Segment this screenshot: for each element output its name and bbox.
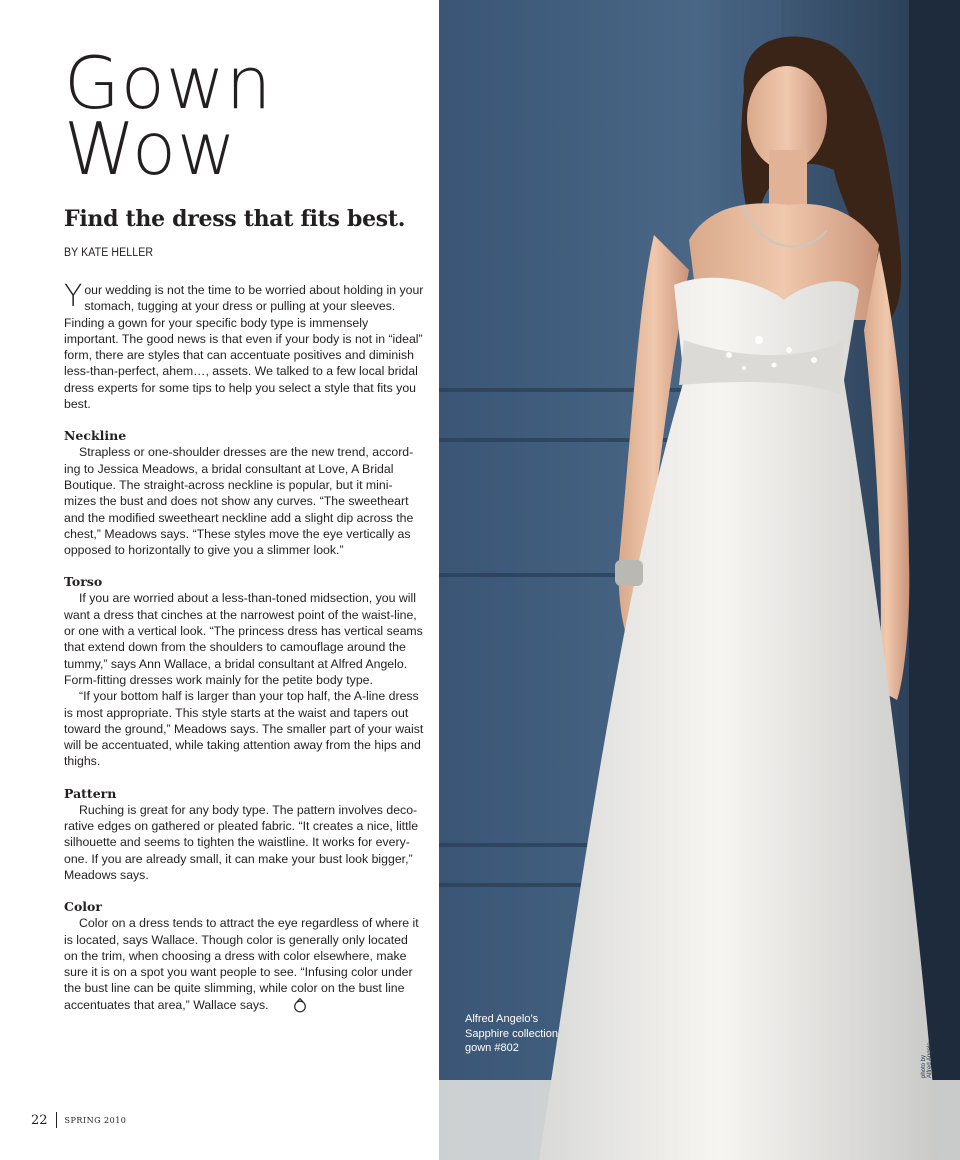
- section-paragraph: [64, 915, 424, 1013]
- page-footer: [31, 1112, 126, 1128]
- section-paragraph: If you are worried about a less-than-toned midsection, you will want a dress that cinches at the narrowest point of the waist-line, or one with a vertical look. “The princess dress has vertical seams that extend down from the shoulders to camouflage around the tummy,” says Ann Wallace, a bridal consultant at Alfred Angelo. Form-fitting dresses work mainly for the petite body type.: [64, 591, 423, 687]
- drop-cap: Y: [64, 279, 83, 314]
- section-paragraph: Strapless or one-shoulder dresses are the new trend, accord-ing to Jessica Meadows, a bridal consultant at Love, A Bridal Boutique. The straight-across neckline is popular, but it mini-mizes the bust and does not show any curves. “The sweetheart and the modified sweetheart neckline add a slight dip across the chest,” Meadows says. “These styles move the eye vertically as opposed to horizontally to give you a slimmer look.”: [64, 445, 414, 558]
- article-body: [64, 279, 424, 1013]
- issue-label: SPRING 2010: [64, 1115, 127, 1125]
- photo-caption: [465, 1012, 575, 1056]
- section-paragraph: Ruching is great for any body type. The pattern involves deco-rative edges on gathered or pleated fabric. “It creates a nice, little silhouette and seems to tighten the waistline. It works for every-one. If you are already small, it can make your bust look bigger,” Meadows says.: [64, 802, 419, 882]
- byline: BY KATE HELLER: [64, 247, 154, 259]
- title-line-1: Gown: [64, 41, 273, 125]
- article-column: [64, 0, 424, 1160]
- intro-paragraph: [64, 279, 424, 412]
- section-heading-pattern: Pattern: [64, 785, 117, 801]
- photo-credit: photo by Alfred Angelo: [921, 1042, 933, 1078]
- page-number: 22: [31, 1112, 48, 1128]
- caption-line-2: Sapphire collection: [465, 1027, 558, 1040]
- title-line-2: Wow: [64, 107, 237, 191]
- bridal-gown-photo: [439, 0, 960, 1160]
- ring-icon: [277, 997, 293, 1013]
- caption-line-3: gown #802: [465, 1042, 519, 1054]
- section-heading-torso: Torso: [64, 574, 103, 590]
- section-heading-neckline: Neckline: [64, 428, 127, 444]
- caption-line-1: Alfred Angelo’s: [465, 1013, 539, 1025]
- article-subtitle: Find the dress that fits best.: [64, 206, 406, 232]
- color-paragraph-text: Color on a dress tends to attract the eye regardless of where it is located, says Wallace. Though color is generally only located on the trim, when choosing a dress with color elsewhere, make sure it is on a spot you want people to see. “Infusing color under the bust line can be quite slimming, while color on the bust line accentuates that area,” Wallace says.: [64, 916, 419, 1012]
- article-title: [64, 41, 273, 191]
- intro-text: our wedding is not the time to be worried about holding in your stomach, tugging at your dress or pulling at your sleeves. Finding a gown for your specific body type is immensely important. The good news is that even if your body is not in “ideal” form, there are styles that can accentuate positives and diminish less-than-perfect, ahem…, assets. We talked to a few local bridal dress experts for some tips to help you select a style that fits you best.: [64, 283, 424, 412]
- footer-divider: [56, 1112, 57, 1128]
- section-paragraph: “If your bottom half is larger than your top half, the A-line dress is most appropriate. This style starts at the waist and tapers out toward the ground,” Meadows says. The smaller part of your waist will be accentuated, while taking attention away from the hips and thighs.: [64, 689, 424, 769]
- section-heading-color: Color: [64, 899, 102, 915]
